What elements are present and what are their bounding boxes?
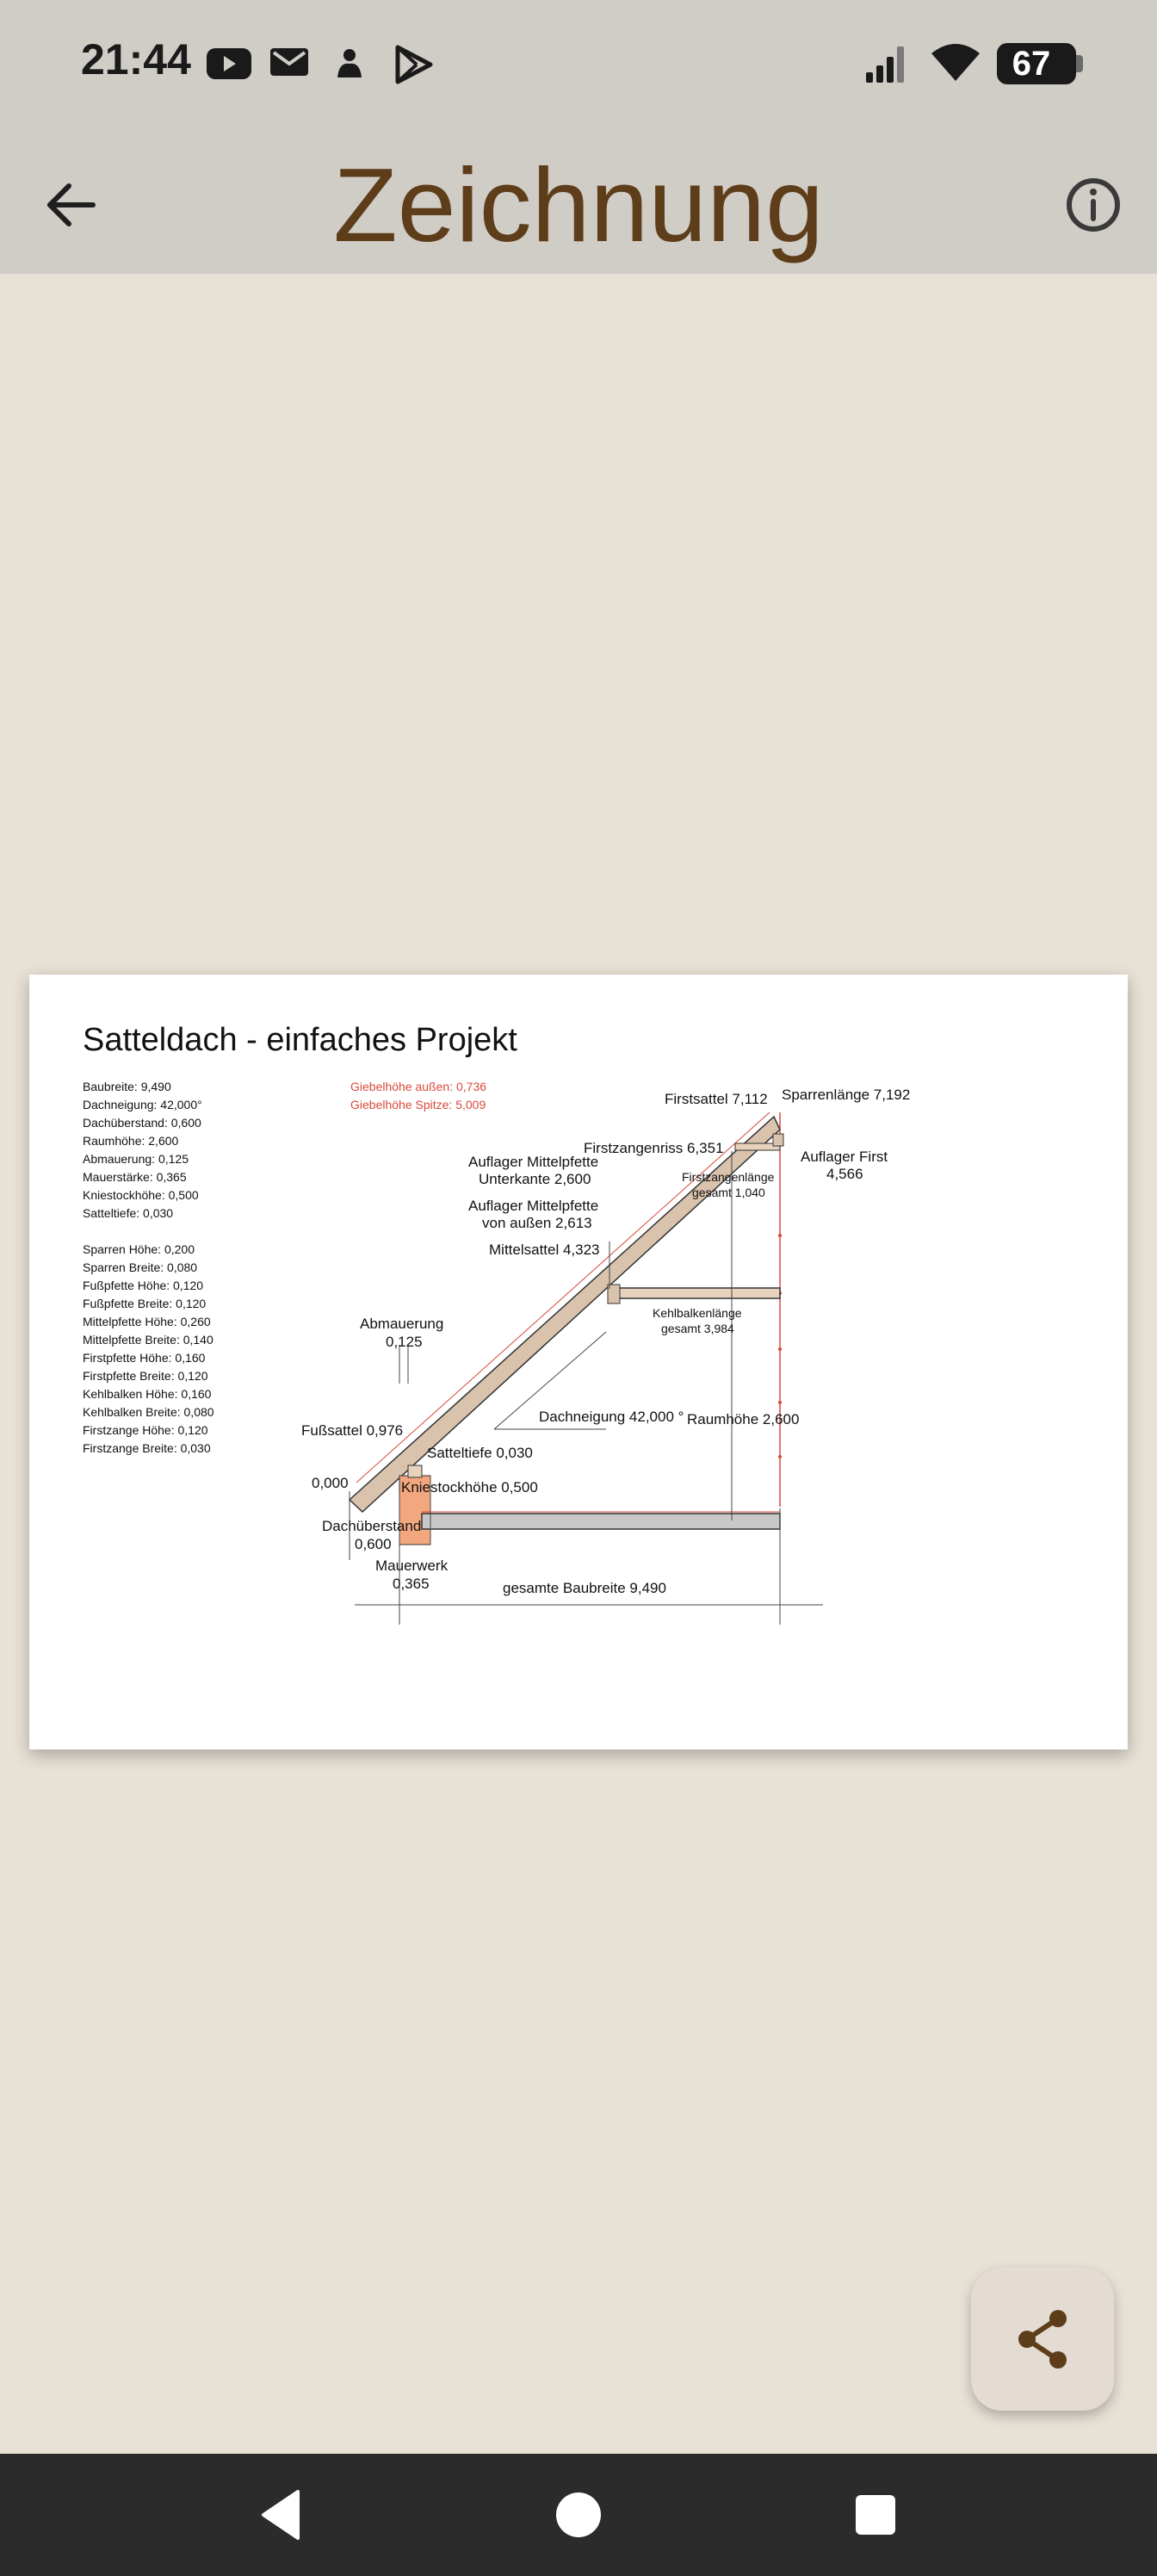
param-item: Sparren Breite: 0,080 xyxy=(83,1260,198,1274)
label-auflager-mittelpfette-aussen: Auflager Mittelpfette xyxy=(468,1198,599,1214)
label-null: 0,000 xyxy=(312,1475,349,1491)
app-bar xyxy=(0,131,1157,274)
youtube-icon xyxy=(205,45,253,83)
label-kehlbalken-value: gesamt 3,984 xyxy=(661,1322,734,1335)
drawing-card[interactable] xyxy=(29,975,1128,1749)
param-item: Abmauerung: 0,125 xyxy=(83,1152,189,1166)
param-item: Kniestockhöhe: 0,500 xyxy=(83,1188,199,1202)
battery-icon xyxy=(997,43,1076,84)
share-icon xyxy=(1008,2305,1077,2374)
param-item: Firstpfette Breite: 0,120 xyxy=(83,1369,208,1383)
wifi-icon xyxy=(930,41,981,83)
label-mauerwerk: Mauerwerk xyxy=(375,1557,449,1574)
label-baubreite: gesamte Baubreite 9,490 xyxy=(503,1580,666,1596)
param-item: Mauerstärke: 0,365 xyxy=(83,1170,187,1184)
page-title: Zeichnung xyxy=(333,146,824,263)
label-satteltiefe: Satteltiefe 0,030 xyxy=(427,1445,533,1461)
param-item: Firstzange Breite: 0,030 xyxy=(83,1441,211,1455)
label-abmauerung: Abmauerung xyxy=(360,1316,444,1332)
label-mauerwerk-value: 0,365 xyxy=(393,1576,430,1592)
signal-icon xyxy=(864,43,907,84)
status-bar xyxy=(0,0,1157,131)
label-auflager-first: Auflager First xyxy=(801,1149,888,1165)
play-store-icon xyxy=(393,45,434,84)
drawing-title: Satteldach - einfaches Projekt xyxy=(83,1022,517,1058)
label-sparrenlaenge: Sparrenlänge 7,192 xyxy=(782,1087,911,1103)
label-auflager-first-value: 4,566 xyxy=(826,1166,863,1182)
param-item: Satteltiefe: 0,030 xyxy=(83,1206,174,1220)
collar-beam xyxy=(611,1288,780,1298)
param-item: Fußpfette Höhe: 0,120 xyxy=(83,1279,204,1292)
label-firstsattel: Firstsattel 7,112 xyxy=(665,1091,768,1107)
label-firstzangenlaenge: Firstzangenlänge xyxy=(682,1170,775,1184)
roof-drawing xyxy=(29,975,1128,1749)
label-auflager-mittelpfette-uk: Auflager Mittelpfette xyxy=(468,1154,599,1170)
param-item: Mittelpfette Höhe: 0,260 xyxy=(83,1315,211,1328)
ridge-purlin xyxy=(773,1134,783,1146)
label-dachueberstand: Dachüberstand xyxy=(322,1518,422,1534)
param-item: Firstzange Höhe: 0,120 xyxy=(83,1423,208,1437)
label-kehlbalken: Kehlbalkenlänge xyxy=(653,1306,742,1320)
label-dachueberstand-value: 0,600 xyxy=(355,1536,392,1552)
label-raumhoehe: Raumhöhe 2,600 xyxy=(687,1411,800,1427)
param-item: Fußpfette Breite: 0,120 xyxy=(83,1297,207,1310)
label-auflager-mittelpfette-uk-value: Unterkante 2,600 xyxy=(479,1171,591,1187)
navigation-bar xyxy=(0,2454,1157,2576)
param-item: Baubreite: 9,490 xyxy=(83,1080,171,1093)
battery-level: 67 xyxy=(1012,45,1051,83)
param-item: Kehlbalken Breite: 0,080 xyxy=(83,1405,214,1419)
param-item: Sparren Höhe: 0,200 xyxy=(83,1242,195,1256)
param-item: Raumhöhe: 2,600 xyxy=(83,1134,179,1148)
label-mittelsattel: Mittelsattel 4,323 xyxy=(489,1242,600,1258)
foot-purlin xyxy=(408,1465,422,1477)
gable-height: Giebelhöhe Spitze: 5,009 xyxy=(350,1098,486,1112)
mail-icon xyxy=(269,45,310,79)
gable-height: Giebelhöhe außen: 0,736 xyxy=(350,1080,487,1093)
param-item: Mittelpfette Breite: 0,140 xyxy=(83,1333,213,1347)
nav-recents-icon[interactable] xyxy=(845,2485,906,2545)
status-time: 21:44 xyxy=(81,35,191,84)
label-fusssattel: Fußsattel 0,976 xyxy=(301,1422,404,1439)
nav-home-icon[interactable] xyxy=(548,2485,609,2545)
share-button[interactable] xyxy=(971,2268,1114,2411)
label-abmauerung-value: 0,125 xyxy=(386,1334,423,1350)
nav-back-icon[interactable] xyxy=(253,2485,313,2545)
label-dachneigung: Dachneigung 42,000 ° xyxy=(539,1409,684,1425)
floor-beam xyxy=(422,1514,780,1529)
label-firstzangenriss: Firstzangenriss 6,351 xyxy=(584,1140,724,1156)
label-auflager-mittelpfette-aussen-value: von außen 2,613 xyxy=(482,1215,592,1231)
param-item: Firstpfette Höhe: 0,160 xyxy=(83,1351,206,1365)
label-kniestock: Kniestockhöhe 0,500 xyxy=(401,1479,538,1495)
info-icon[interactable] xyxy=(1059,170,1128,239)
param-item: Dachneigung: 42,000° xyxy=(83,1098,202,1112)
assistant-icon xyxy=(331,45,368,83)
label-firstzangenlaenge-value: gesamt 1,040 xyxy=(692,1186,765,1199)
param-item: Kehlbalken Höhe: 0,160 xyxy=(83,1387,212,1401)
param-item: Dachüberstand: 0,600 xyxy=(83,1116,201,1130)
